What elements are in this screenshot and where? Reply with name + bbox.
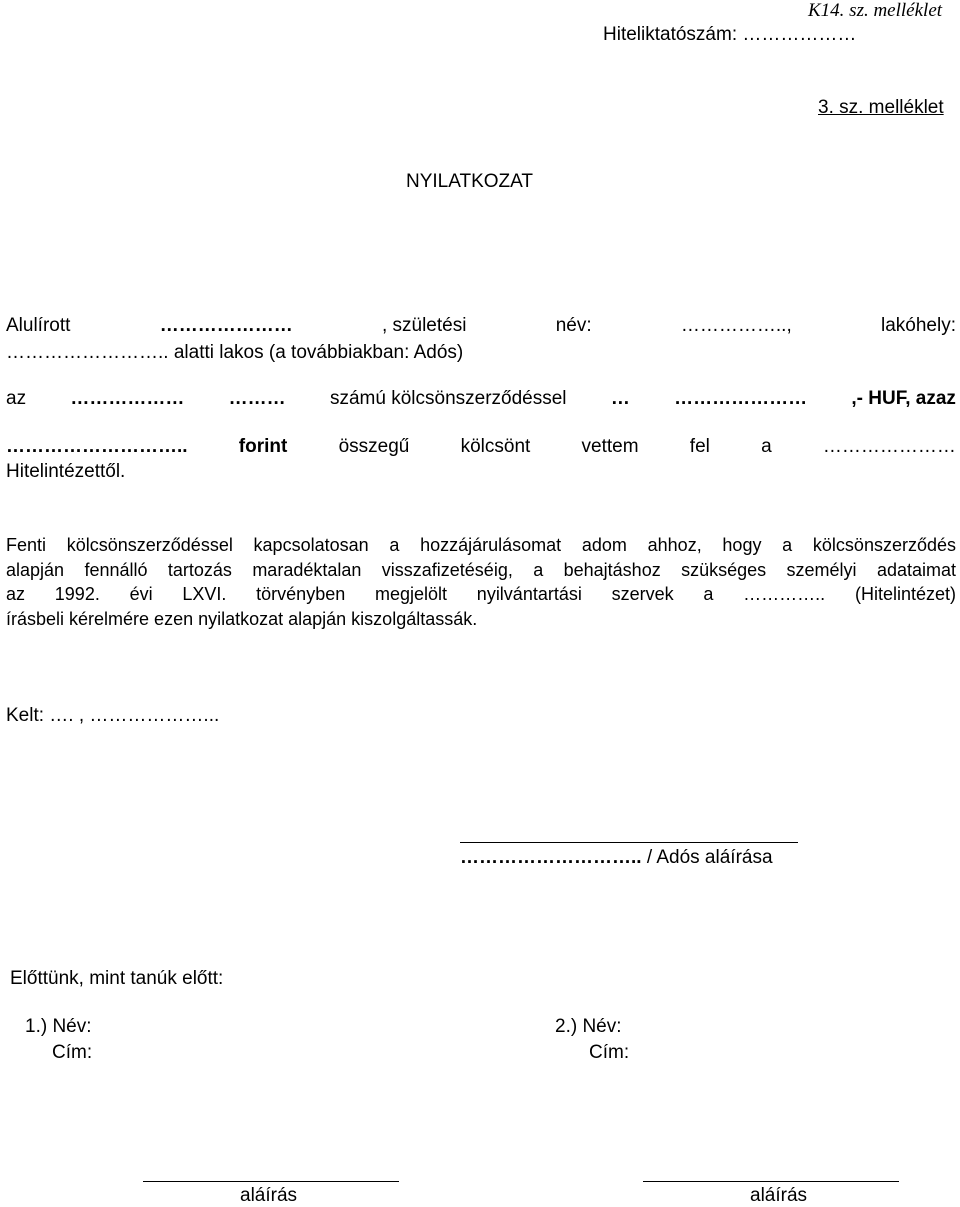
page-title: NYILATKOZAT: [406, 171, 534, 192]
date-line: Kelt: …. , ………………...: [6, 705, 220, 726]
debtor-signature-line: [460, 842, 798, 843]
intro-line-4: ……………………….. forint összegű kölcsönt vettem fel a …………………: [6, 436, 956, 457]
attachment-k14-label: K14. sz. melléklet: [808, 0, 943, 21]
witness-1-name-label: 1.) Név:: [25, 1016, 92, 1037]
intro-line-1: Alulírott ………………… , születési név: …………….., lakóhely:: [6, 315, 956, 336]
intro-line-3: az ……………… ……… számú kölcsönszerződéssel … ………………… ,- HUF, azaz: [6, 388, 956, 409]
witness-1-signature-line: [143, 1181, 399, 1182]
witness-1-address-label: Cím:: [52, 1042, 93, 1063]
witness-1-signature-label: aláírás: [240, 1185, 298, 1206]
debtor-signature-caption: ……………………….. / Adós aláírása: [460, 847, 773, 868]
consent-paragraph: Fenti kölcsönszerződéssel kapcsolatosan a hozzájárulásomat adom ahhoz, hogy a kölcsönszerződés alapján fennálló tartozás maradéktalan visszafizetéséig, a behajtáshoz szükséges személyi adataimat az 1992. évi LXVI. törvényben megjelölt nyilvántartási szervek a ………….. (Hitelintézet) írásbeli kérelmére ezen nyilatkozat alapján kiszolgáltassák.: [6, 535, 956, 629]
witness-2-signature-label: aláírás: [750, 1185, 808, 1206]
intro-line-5: Hitelintézettől.: [6, 461, 126, 482]
witness-2-signature-line: [643, 1181, 899, 1182]
credit-number-field: [603, 24, 856, 46]
credit-number-label: Hiteliktatószám:: [603, 24, 738, 45]
witness-2-address-label: Cím:: [589, 1042, 630, 1063]
credit-number-placeholder: ………………: [742, 24, 857, 45]
witness-2-name-label: 2.) Név:: [555, 1016, 622, 1037]
attachment-3-label: 3. sz. melléklet: [818, 97, 944, 118]
intro-line-2: …………………….. alatti lakos (a továbbiakban: Adós): [6, 342, 464, 363]
witnesses-heading: Előttünk, mint tanúk előtt:: [10, 968, 224, 989]
